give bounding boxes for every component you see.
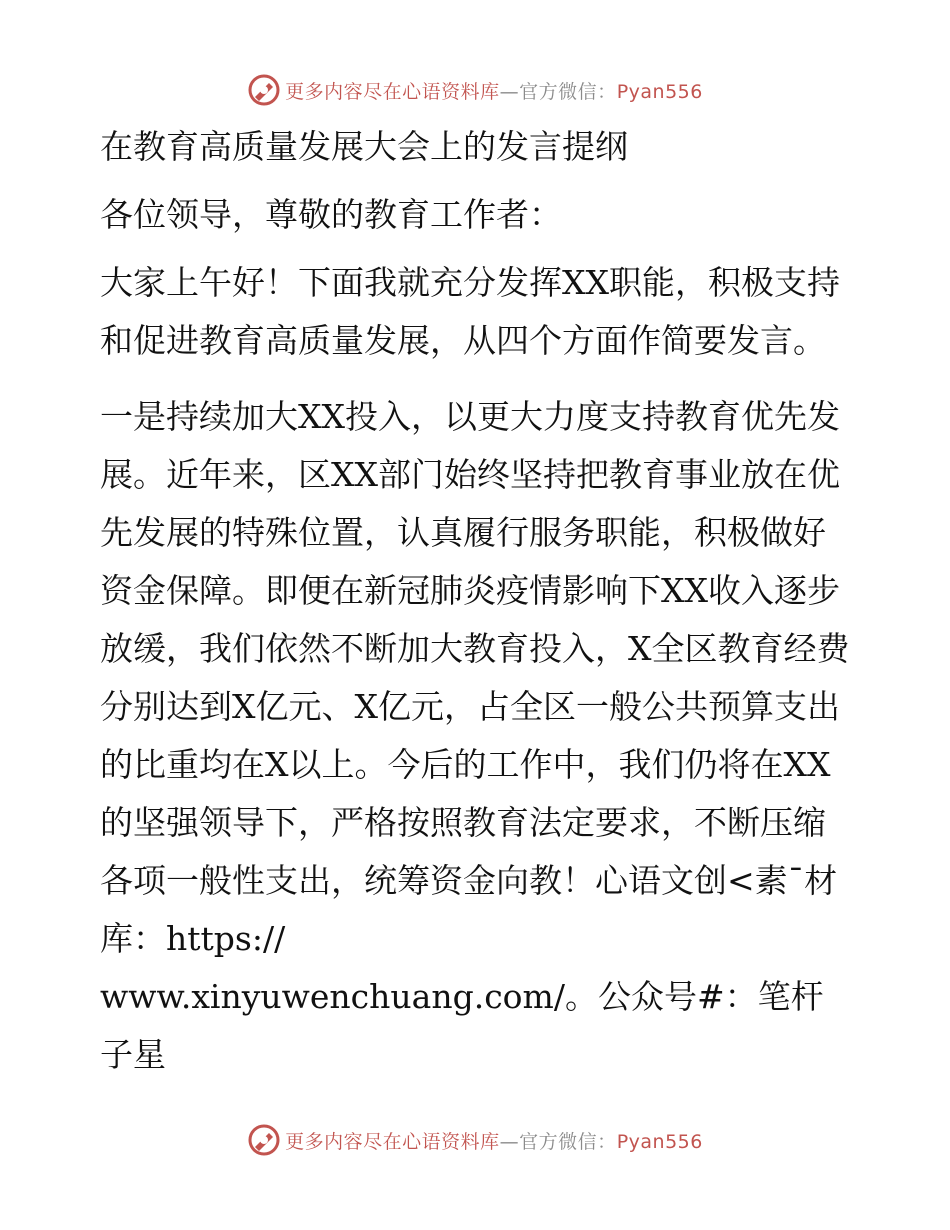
document-body <box>100 118 850 1084</box>
watermark-gray-text: —官方微信： <box>499 1130 617 1153</box>
paragraph-1: 一是持续加大XX投入，以更大力度支持教育优先发展。近年来，区XX部门始终坚持把教育事业放在优先发展的特殊位置，认真履行服务职能，积极做好资金保障。即便在新冠肺炎疫情影响下XX收入逐步放缓，我们依然不断加大教育投入，X全区教育经费分别达到X亿元、X亿元，占全区一般公共预算支出的比重均在X以上。今后的工作中，我们仍将在XX的坚强领导下，严格按照教育法定要求，不断压缩各项一般性支出，统筹资金向教！心语文创<素¯材库：https:// <box>100 397 850 958</box>
header-watermark <box>0 70 950 110</box>
brand-logo-icon <box>247 73 281 107</box>
brand-logo-icon <box>247 1123 281 1157</box>
watermark-red-text: 更多内容尽在心语资料库 <box>285 1130 500 1153</box>
document-title: 在教育高质量发展大会上的发言提纲 <box>100 127 628 166</box>
watermark-id-text: Pyan556 <box>616 80 703 103</box>
paragraph-2: www.xinyuwenchuang.com/。公众号#：笔杆子星 <box>100 977 824 1074</box>
footer-watermark <box>0 1120 950 1160</box>
intro-paragraph: 大家上午好！下面我就充分发挥XX职能，积极支持和促进教育高质量发展，从四个方面作简要发言。 <box>100 263 840 360</box>
watermark-red-text: 更多内容尽在心语资料库 <box>285 80 500 103</box>
watermark-gray-text: —官方微信： <box>499 80 617 103</box>
salutation: 各位领导，尊敬的教育工作者： <box>100 195 562 234</box>
watermark-id-text: Pyan556 <box>616 1130 703 1153</box>
